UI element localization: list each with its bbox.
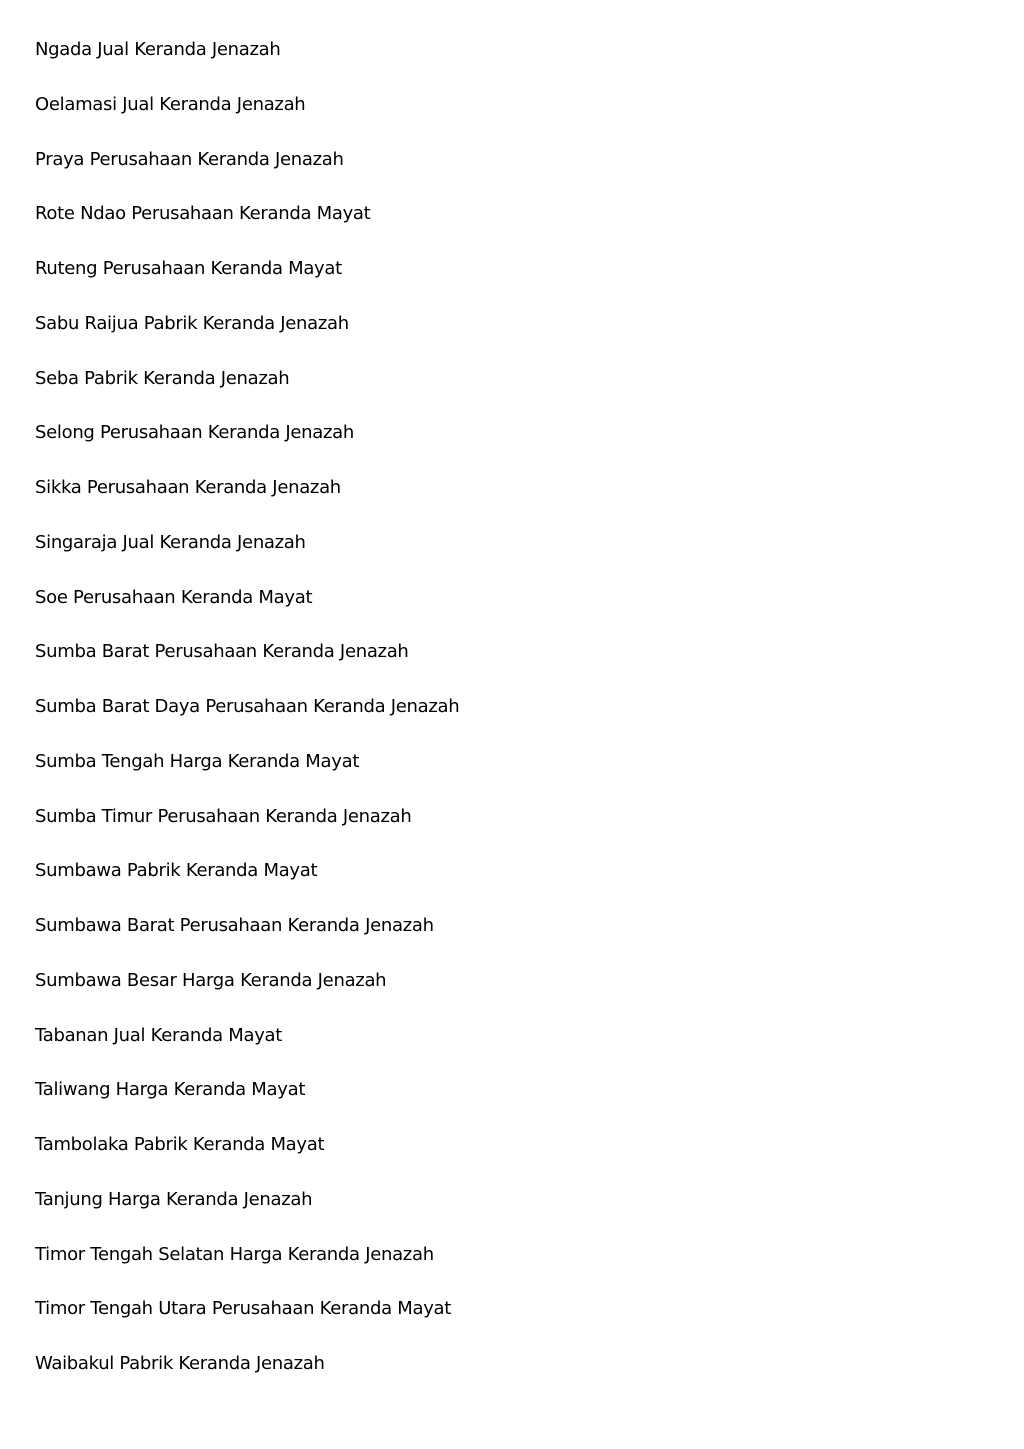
text-line: Tanjung Harga Keranda Jenazah	[35, 1188, 313, 1210]
text-line: Ruteng Perusahaan Keranda Mayat	[35, 258, 342, 279]
text-line: Soe Perusahaan Keranda Mayat	[35, 586, 313, 608]
text-line: Sumbawa Pabrik Keranda Mayat	[35, 860, 318, 882]
text-line: Rote Ndao Perusahaan Keranda Mayat	[35, 203, 371, 225]
text-line: Tabanan Jual Keranda Mayat	[35, 1024, 283, 1046]
text-line: Tambolaka Pabrik Keranda Mayat	[35, 1134, 325, 1155]
text-line: Sumba Tengah Harga Keranda Mayat	[35, 750, 360, 772]
text-line: Singaraja Jual Keranda Jenazah	[35, 531, 306, 553]
text-line: Timor Tengah Utara Perusahaan Keranda Mayat	[35, 1298, 452, 1320]
text-line: Oelamasi Jual Keranda Jenazah	[35, 93, 306, 115]
text-line: Sumba Timur Perusahaan Keranda Jenazah	[35, 805, 412, 827]
text-line: Waibakul Pabrik Keranda Jenazah	[35, 1353, 325, 1374]
text-line: Sikka Perusahaan Keranda Jenazah	[35, 477, 341, 498]
text-line: Sabu Raijua Pabrik Keranda Jenazah	[35, 312, 349, 334]
text-line: Selong Perusahaan Keranda Jenazah	[35, 422, 354, 444]
text-line: Timor Tengah Selatan Harga Keranda Jenazah	[35, 1243, 434, 1265]
text-line: Ngada Jual Keranda Jenazah	[35, 39, 281, 60]
text-line: Sumbawa Besar Harga Keranda Jenazah	[35, 969, 387, 991]
text-line: Sumbawa Barat Perusahaan Keranda Jenazah	[35, 915, 434, 936]
text-line: Seba Pabrik Keranda Jenazah	[35, 367, 290, 389]
text-line-list	[35, 37, 459, 1406]
text-line: Taliwang Harga Keranda Mayat	[35, 1079, 306, 1101]
text-line: Praya Perusahaan Keranda Jenazah	[35, 148, 344, 170]
text-line: Sumba Barat Daya Perusahaan Keranda Jenazah	[35, 696, 460, 717]
text-line: Sumba Barat Perusahaan Keranda Jenazah	[35, 641, 409, 663]
